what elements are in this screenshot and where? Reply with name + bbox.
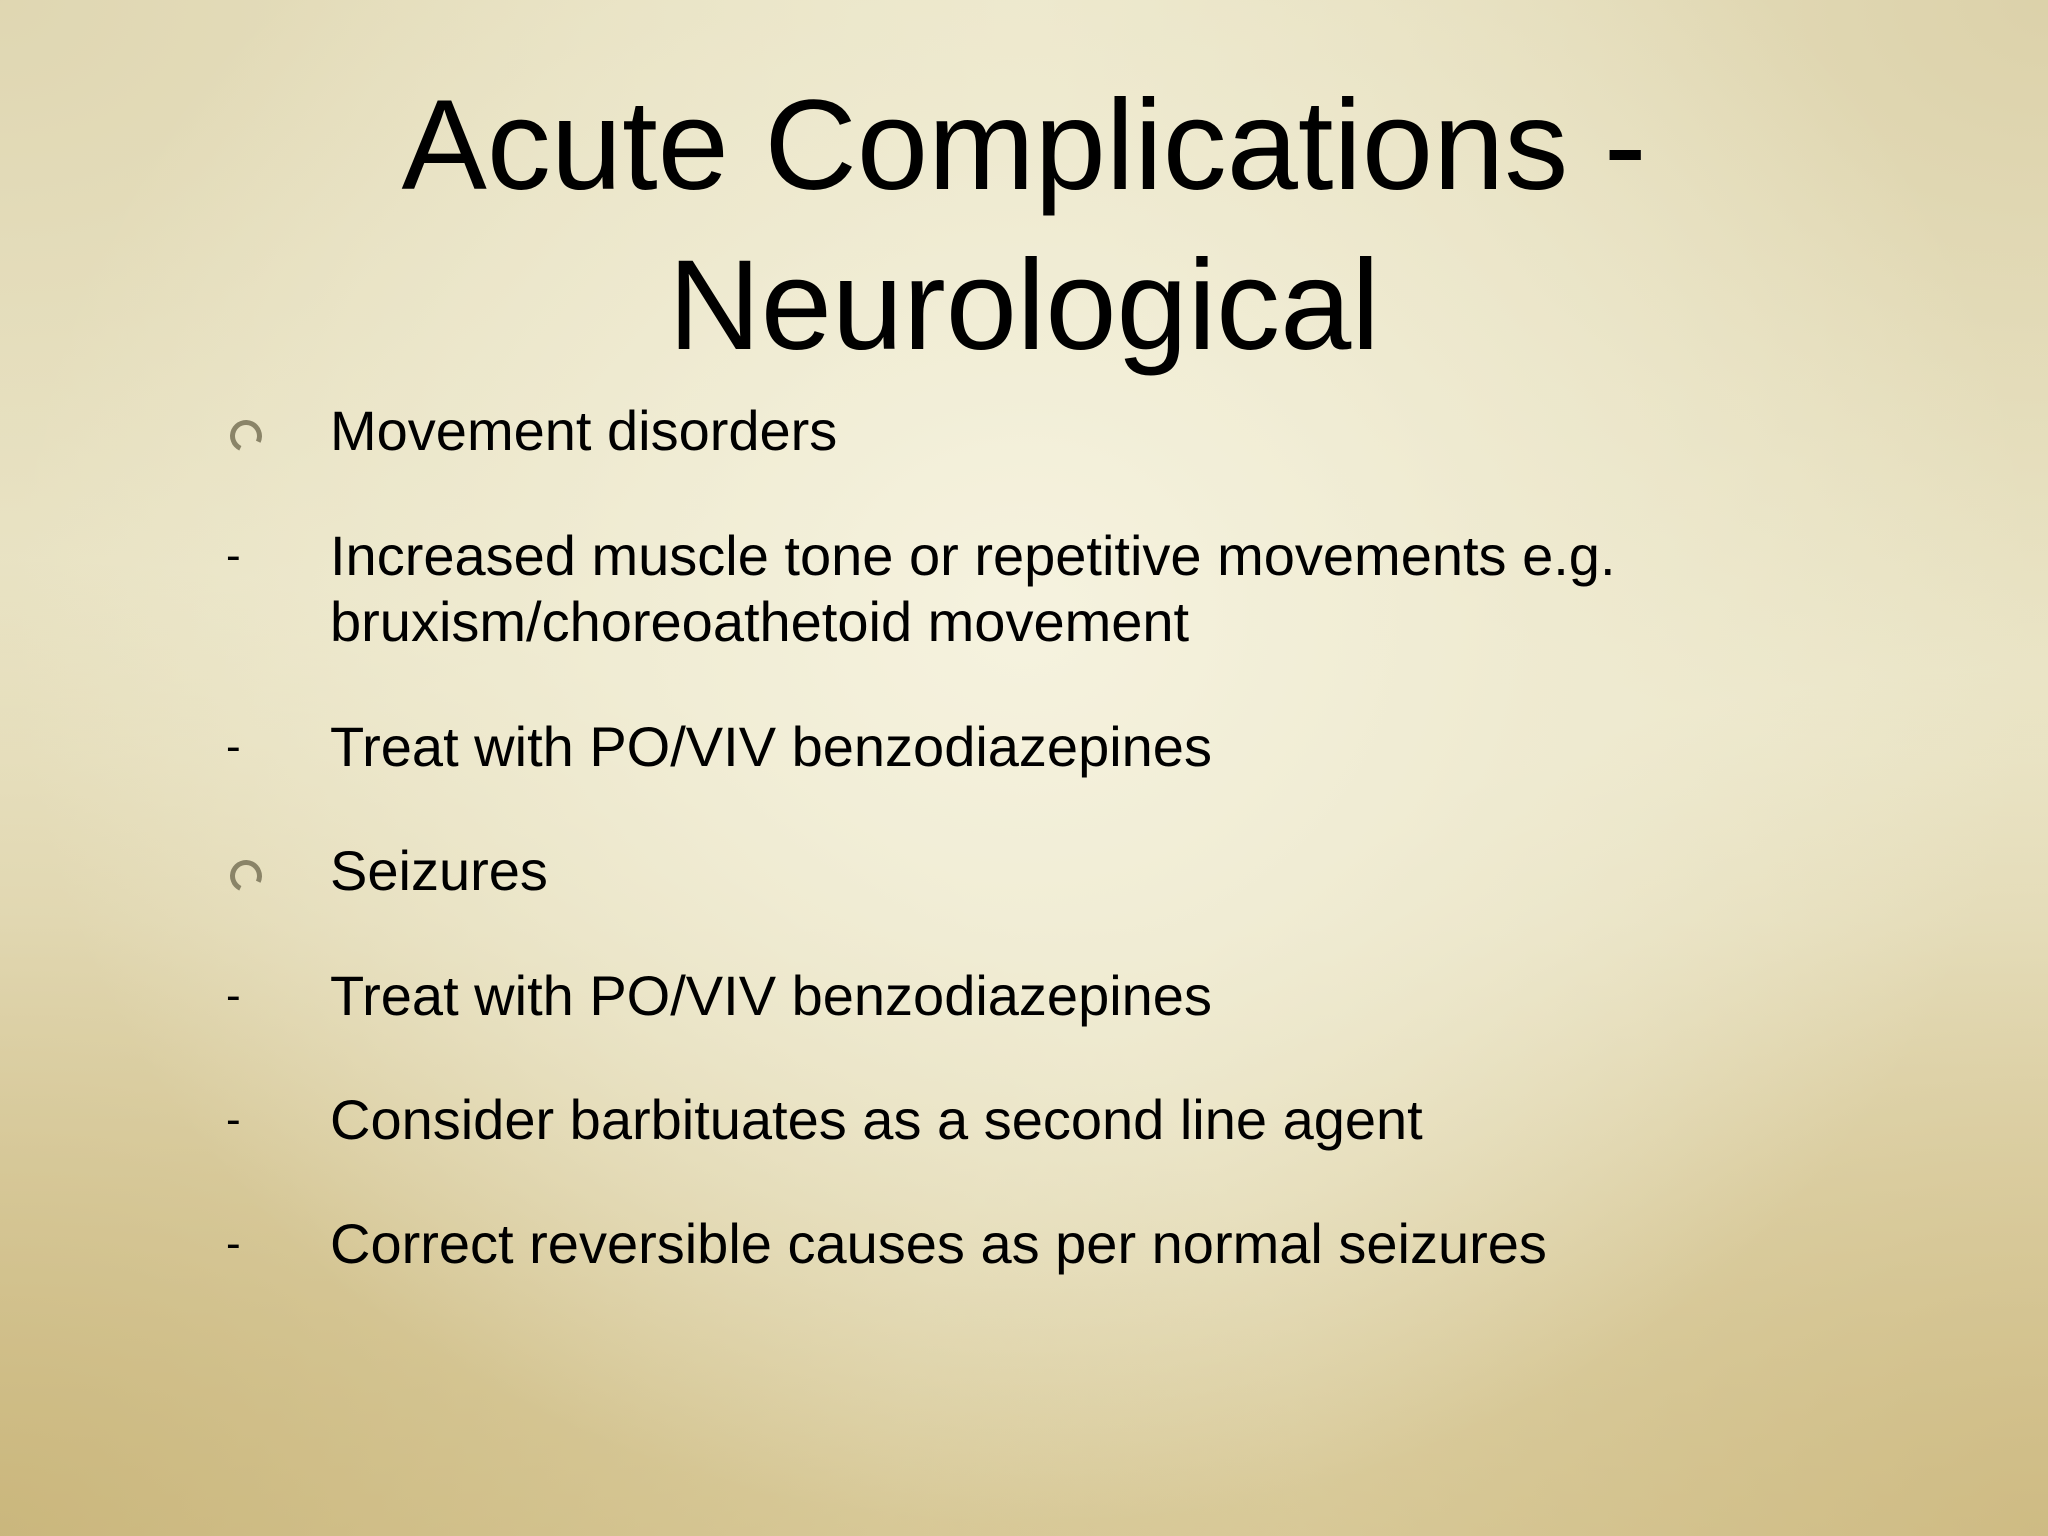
dash-bullet-icon: - — [226, 1219, 241, 1268]
bullet-text: Treat with PO/VIV benzodiazepines — [330, 715, 1212, 778]
bullet-text: Consider barbituates as a second line agent — [330, 1088, 1423, 1151]
ring-bullet-icon — [220, 398, 330, 464]
dash-bullet-icon: - — [226, 531, 241, 580]
bullet-text: Increased muscle tone or repetitive movements e.g. bruxism/choreoathetoid movement — [330, 524, 1616, 653]
bullet-text: Treat with PO/VIV benzodiazepines — [330, 964, 1212, 1027]
title-line-1: Acute Complications - — [401, 74, 1647, 217]
dash-bullet-icon: - — [226, 971, 241, 1020]
bullet-text: Correct reversible causes as per normal seizures — [330, 1212, 1547, 1275]
bullet-text: Movement disorders — [330, 399, 838, 462]
title-line-2: Neurological — [668, 234, 1380, 377]
bullet-text: Seizures — [330, 839, 548, 902]
ring-bullet-icon — [220, 838, 330, 904]
dash-bullet-icon: - — [226, 1095, 241, 1144]
dash-bullet-icon: - — [226, 722, 241, 771]
